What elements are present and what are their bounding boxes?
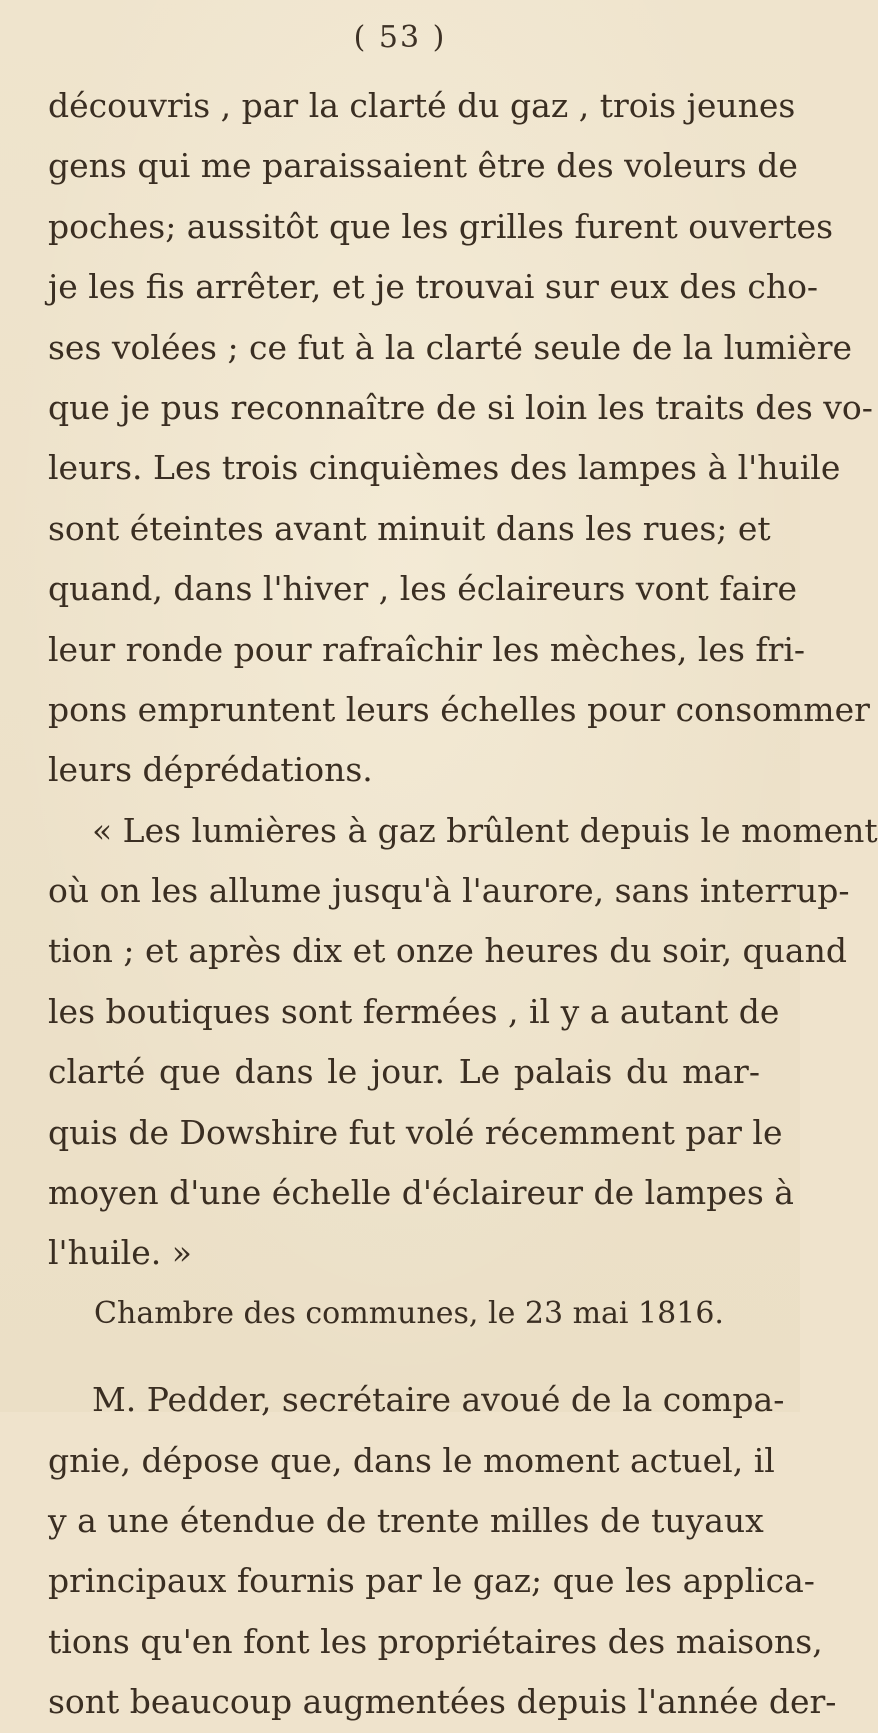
text-line: les boutiques sont fermées , il y a autant de xyxy=(48,991,780,1031)
text-line: gnie, dépose que, dans le moment actuel, il xyxy=(48,1440,775,1480)
text-line: l'huile. » xyxy=(48,1233,192,1273)
text-line: moyen d'une échelle d'éclaireur de lampes à xyxy=(48,1173,794,1213)
text-line: je les fis arrêter, et je trouvai sur eux des cho- xyxy=(48,267,819,307)
section-heading: Chambre des communes, le 23 mai 1816. xyxy=(94,1295,724,1331)
text-line: sont beaucoup augmentées depuis l'année der- xyxy=(48,1682,837,1722)
page-number: ( 53 ) xyxy=(353,20,447,55)
text-line: poches; aussitôt que les grilles furent ouvertes xyxy=(48,206,834,246)
paragraph xyxy=(48,1370,837,1732)
quote-paragraph xyxy=(48,801,878,1284)
text-line: où on les allume jusqu'à l'aurore, sans interrup- xyxy=(48,871,850,911)
text-line: sont éteintes avant minuit dans les rues; et xyxy=(48,508,771,548)
text-line: « Les lumières à gaz brûlent depuis le moment xyxy=(92,810,878,850)
text-line: découvris , par la clarté du gaz , trois jeunes xyxy=(48,86,796,125)
text-line: leur ronde pour rafraîchir les mèches, les fri- xyxy=(48,629,806,669)
text-line: pons empruntent leurs échelles pour consommer xyxy=(48,689,870,729)
text-line: ses volées ; ce fut à la clarté seule de la lumière xyxy=(48,327,853,367)
page-body xyxy=(48,76,878,1733)
text-line: leurs. Les trois cinquièmes des lampes à l'huile xyxy=(48,448,841,488)
text-line: y a une étendue de trente milles de tuyaux xyxy=(48,1500,764,1540)
paragraph xyxy=(48,76,873,801)
text-line: leurs déprédations. xyxy=(48,750,373,790)
text-line: quand, dans l'hiver , les éclaireurs vont faire xyxy=(48,569,798,609)
text-line: tions qu'en font les propriétaires des maisons, xyxy=(48,1621,823,1661)
text-line: quis de Dowshire fut volé récemment par le xyxy=(48,1112,783,1152)
text-line: clarté que dans le jour. Le palais du mar- xyxy=(48,1052,760,1092)
text-line: principaux fournis par le gaz; que les applica- xyxy=(48,1561,815,1601)
text-line: tion ; et après dix et onze heures du soir, quand xyxy=(48,931,847,971)
text-line: que je pus reconnaître de si loin les traits des vo- xyxy=(48,387,873,427)
text-line: M. Pedder, secrétaire avoué de la compa- xyxy=(92,1380,785,1420)
text-line: gens qui me paraissaient être des voleurs de xyxy=(48,146,798,186)
